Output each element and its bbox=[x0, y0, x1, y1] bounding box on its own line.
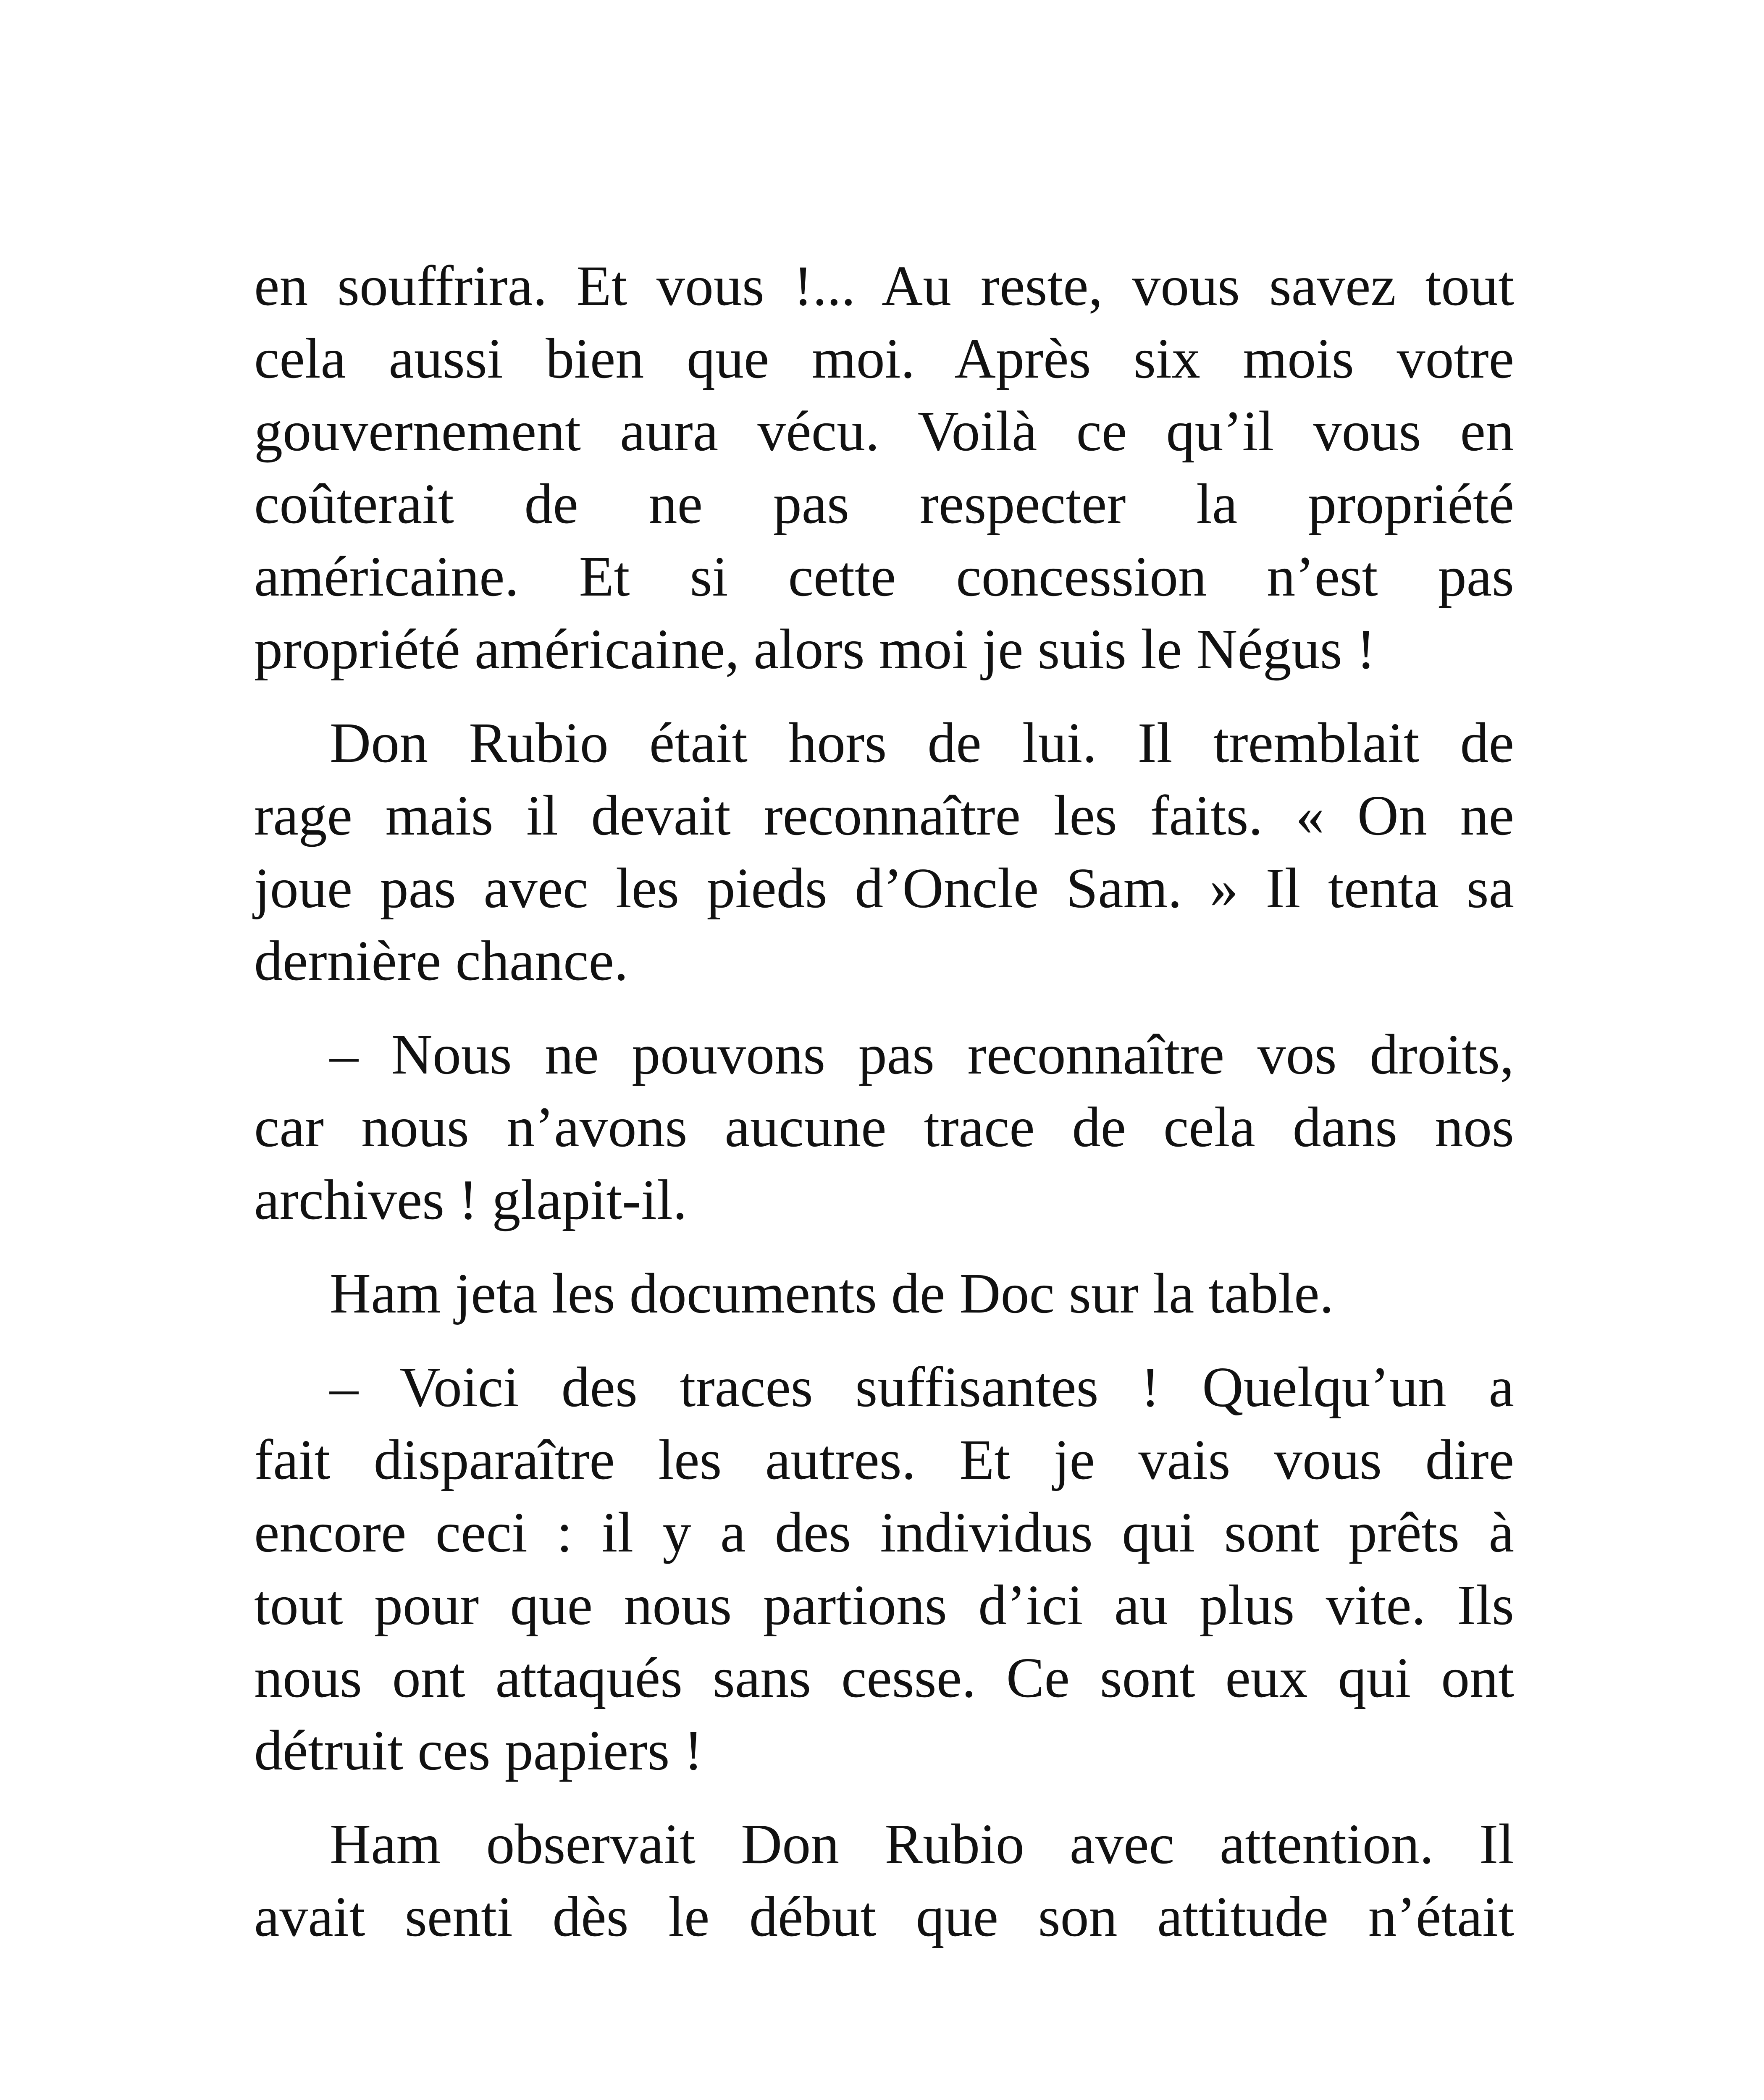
paragraph-2 bbox=[254, 707, 1514, 998]
text-line: coûterait de ne pas respecter la propriété bbox=[254, 472, 1514, 536]
text-line: en souffrira. Et vous !... Au reste, vous savez tout bbox=[254, 255, 1514, 318]
text-line: – Voici des traces suffisantes ! Quelqu’un a bbox=[330, 1356, 1514, 1419]
text-line: avait senti dès le début que son attitude n’était bbox=[254, 1885, 1514, 1948]
text-line: cela aussi bien que moi. Après six mois votre bbox=[254, 327, 1514, 390]
text-line: fait disparaître les autres. Et je vais vous dire bbox=[254, 1428, 1514, 1491]
text-line: – Nous ne pouvons pas reconnaître vos droits, bbox=[330, 1023, 1514, 1086]
body-text bbox=[254, 250, 1514, 1953]
text-line: rage mais il devait reconnaître les faits. « On ne bbox=[254, 784, 1514, 847]
paragraph-1 bbox=[254, 250, 1514, 686]
text-line: propriété américaine, alors moi je suis le Négus ! bbox=[254, 618, 1376, 681]
text-line: Ham observait Don Rubio avec attention. Il bbox=[330, 1813, 1514, 1876]
paragraph-3 bbox=[254, 1018, 1514, 1236]
text-line: Don Rubio était hors de lui. Il tremblait de bbox=[330, 711, 1514, 774]
text-line: gouvernement aura vécu. Voilà ce qu’il vous en bbox=[254, 400, 1514, 463]
text-line: car nous n’avons aucune trace de cela dans nos bbox=[254, 1096, 1514, 1159]
text-line: joue pas avec les pieds d’Oncle Sam. » Il tenta sa bbox=[254, 857, 1514, 920]
text-line: nous ont attaqués sans cesse. Ce sont eux qui ont bbox=[254, 1646, 1514, 1709]
text-line: tout pour que nous partions d’ici au plus vite. Ils bbox=[254, 1574, 1514, 1637]
text-line: Ham jeta les documents de Doc sur la table. bbox=[330, 1262, 1334, 1325]
text-line: dernière chance. bbox=[254, 929, 628, 992]
text-line: américaine. Et si cette concession n’est pas bbox=[254, 545, 1514, 608]
text-line: archives ! glapit-il. bbox=[254, 1168, 687, 1231]
paragraph-5 bbox=[254, 1351, 1514, 1787]
paragraph-4 bbox=[254, 1257, 1514, 1330]
paragraph-6 bbox=[254, 1808, 1514, 1953]
text-line: encore ceci : il y a des individus qui sont prêts à bbox=[254, 1501, 1514, 1564]
text-line: détruit ces papiers ! bbox=[254, 1719, 703, 1782]
